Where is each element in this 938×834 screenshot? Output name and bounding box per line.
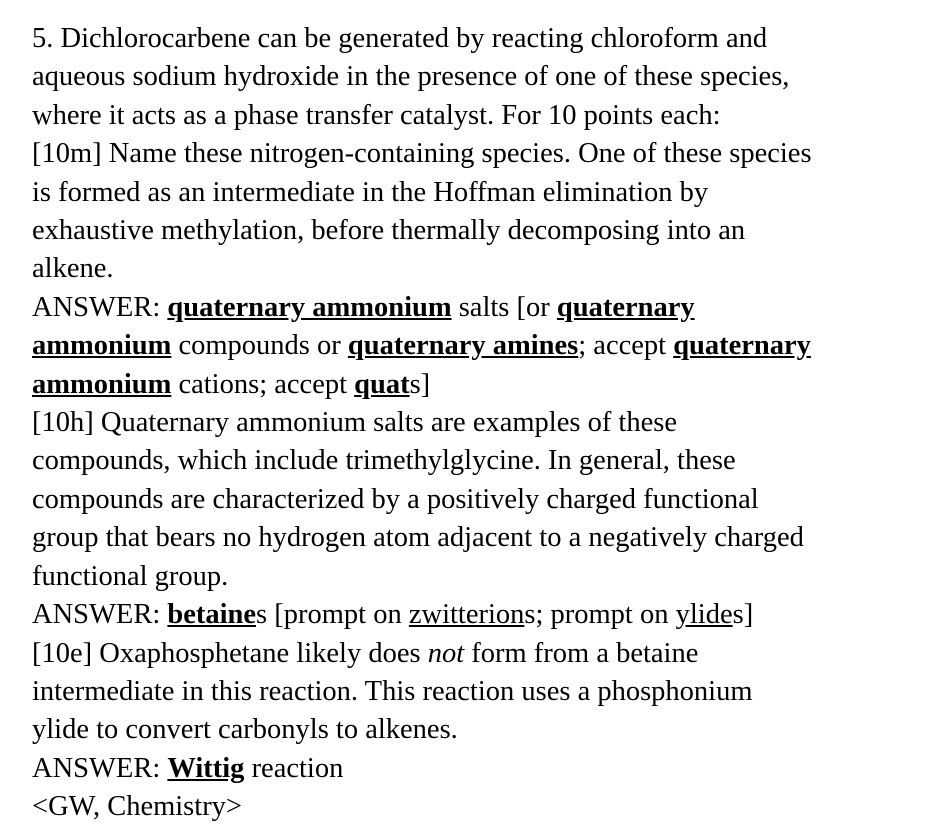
answer-text: compounds or: [171, 330, 348, 362]
lead-line: where it acts as a phase transfer catalyst. For 10 points each:: [32, 99, 721, 131]
lead-line: 5. Dichlorocarbene can be generated by reacting chloroform and: [32, 23, 768, 54]
prompt-line: exhaustive methylation, before thermally decomposing into an: [32, 215, 746, 247]
answer-required: quaternary: [673, 330, 811, 362]
prompt-line: compounds are characterized by a positively charged functional: [32, 483, 759, 515]
prompt-line: is formed as an intermediate in the Hoffman elimination by: [32, 176, 709, 208]
answer-text: salts [or: [451, 291, 557, 323]
prompt-line: ylide to convert carbonyls to alkenes.: [32, 714, 458, 746]
answer-prompt-term: ylide: [675, 599, 733, 631]
answer-required: quaternary ammonium: [167, 291, 452, 323]
part-2-answer: [32, 596, 932, 634]
answer-prompt-term: zwitterion: [408, 599, 525, 631]
answer-required: quaternary amines: [347, 330, 579, 362]
answer-text: ; accept: [578, 330, 674, 362]
question-document: [32, 20, 932, 827]
prompt-line: [10h] Quaternary ammonium salts are examples of these: [32, 407, 677, 439]
answer-label: ANSWER:: [32, 291, 168, 323]
answer-text: s [prompt on: [256, 599, 409, 631]
prompt-line: alkene.: [32, 253, 114, 285]
question-lead: [32, 20, 932, 135]
part-3-answer: [32, 750, 932, 788]
answer-text: s]: [732, 599, 754, 631]
prompt-line: intermediate in this reaction. This reaction uses a phosphonium: [32, 675, 753, 707]
answer-required: Wittig: [167, 752, 245, 784]
answer-label: ANSWER:: [32, 752, 168, 784]
lead-line: aqueous sodium hydroxide in the presence of one of these species,: [32, 61, 790, 93]
answer-line: [32, 289, 932, 327]
answer-required: ammonium: [32, 330, 172, 362]
prompt-line: [32, 635, 932, 673]
part-1-prompt: [32, 135, 932, 289]
answer-label: ANSWER:: [32, 599, 168, 631]
prompt-line: [10m] Name these nitrogen-containing species. One of these species: [32, 138, 812, 170]
answer-required: betaine: [167, 599, 257, 631]
part-2-prompt: [32, 404, 932, 596]
answer-text: s]: [409, 368, 431, 400]
answer-text: cations; accept: [171, 368, 355, 400]
part-1-answer: [32, 289, 932, 404]
prompt-line: functional group.: [32, 560, 229, 592]
question-credit: [32, 788, 932, 826]
prompt-line: compounds, which include trimethylglycine. In general, these: [32, 445, 736, 477]
answer-required: quaternary: [556, 291, 695, 323]
answer-required: quat: [354, 368, 410, 400]
credit-line: <GW, Chemistry>: [32, 791, 243, 823]
answer-line: [32, 327, 932, 365]
prompt-text: [10e] Oxaphosphetane likely does: [32, 637, 428, 669]
prompt-emphasis: not: [427, 637, 465, 669]
prompt-text: form from a betaine: [464, 637, 699, 669]
answer-required: ammonium: [32, 368, 172, 400]
answer-line: [32, 366, 932, 404]
prompt-line: group that bears no hydrogen atom adjacent to a negatively charged: [32, 522, 804, 554]
answer-line: [32, 750, 932, 788]
part-3-prompt: [32, 635, 932, 750]
answer-line: [32, 596, 932, 634]
answer-text: s; prompt on: [524, 599, 676, 631]
answer-text: reaction: [244, 752, 344, 784]
